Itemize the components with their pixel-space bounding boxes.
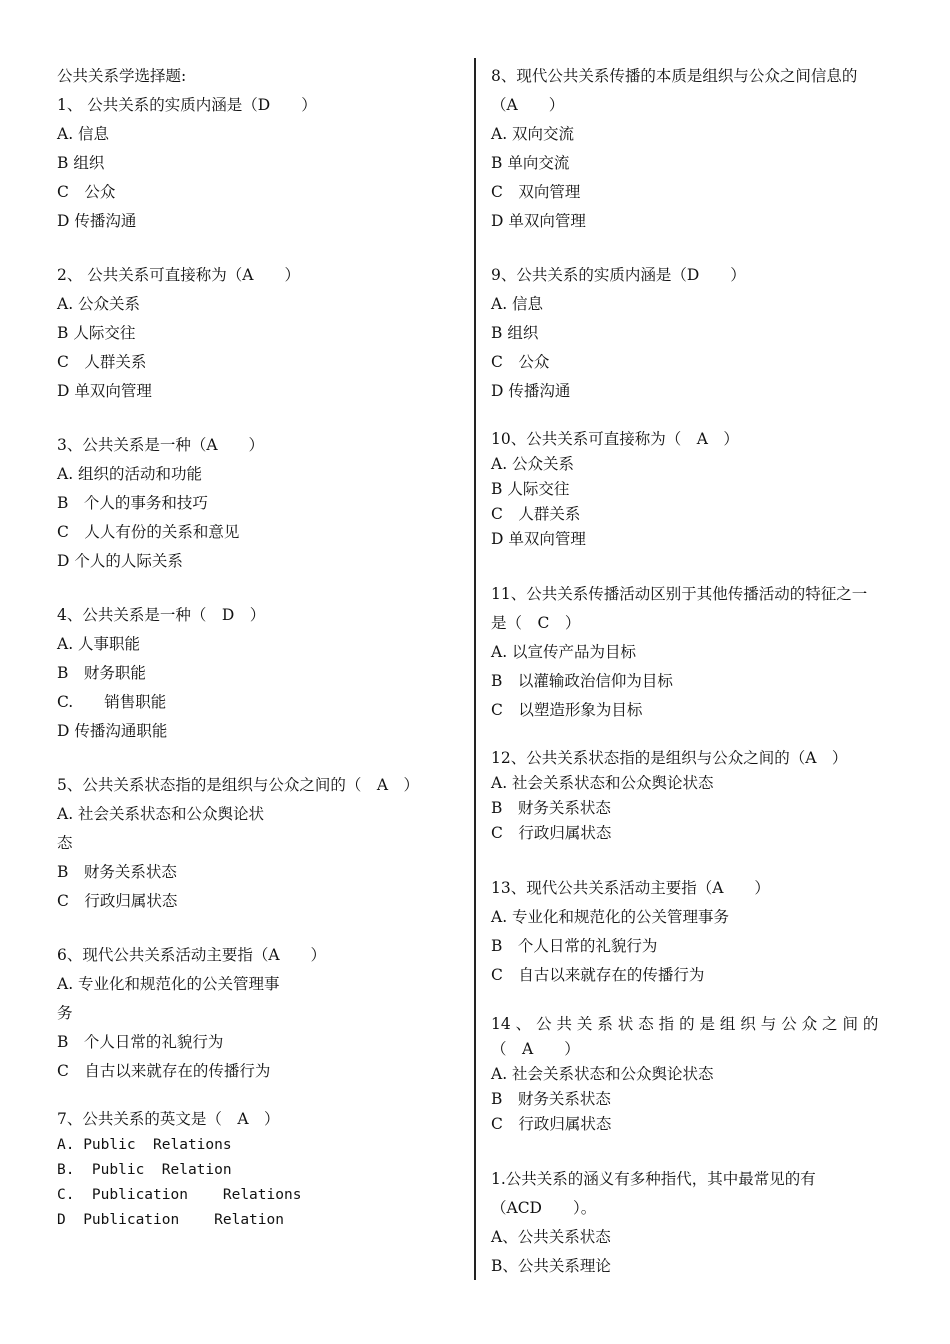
right-text-line: A. 社会关系状态和公众舆论状态 [491, 774, 714, 792]
left-text-line: 务 [57, 1004, 73, 1022]
right-text-line: 11、公共关系传播活动区别于其他传播活动的特征之一 [491, 585, 868, 603]
left-text-line: B 个人日常的礼貌行为 [57, 1033, 224, 1051]
right-text-line: C 行政归属状态 [491, 824, 612, 842]
left-text-line: C 自古以来就存在的传播行为 [57, 1062, 271, 1080]
right-text-line: B 个人日常的礼貌行为 [491, 937, 658, 955]
left-text-line: B 组织 [57, 154, 105, 172]
right-text-line: （ A ） [491, 1040, 580, 1058]
right-text-line: 是（ C ） [491, 614, 581, 632]
left-text-line: 5、公共关系状态指的是组织与公众之间的（ A ） [57, 776, 420, 794]
right-text-line: A. 专业化和规范化的公关管理事务 [491, 908, 730, 926]
left-text-line: D 个人的人际关系 [57, 552, 183, 570]
right-text-line: 14 、 公 共 关 系 状 态 指 的 是 组 织 与 公 众 之 间 的 [491, 1015, 879, 1033]
right-text-line: C 以塑造形象为目标 [491, 701, 643, 719]
right-text-line: 8、现代公共关系传播的本质是组织与公众之间信息的 [491, 67, 858, 85]
right-text-line: 10、公共关系可直接称为（ A ） [491, 430, 739, 448]
right-text-line: A. 以宣传产品为目标 [491, 643, 637, 661]
left-text-line: 7、公共关系的英文是（ A ） [57, 1110, 280, 1128]
right-text-line: B 财务关系状态 [491, 1090, 611, 1108]
left-text-line: 公共关系学选择题: [57, 67, 187, 85]
left-text-line: 2、 公共关系可直接称为（A ） [57, 266, 300, 284]
right-text-line: A. 信息 [491, 295, 544, 313]
right-text-line: A、公共关系状态 [491, 1228, 611, 1246]
left-text-line: C 人群关系 [57, 353, 147, 371]
right-text-line: C 行政归属状态 [491, 1115, 612, 1133]
right-text-line: A. 社会关系状态和公众舆论状态 [491, 1065, 714, 1083]
right-text-line: 12、公共关系状态指的是组织与公众之间的（A ） [491, 749, 848, 767]
left-text-line: A. Public Relations [57, 1137, 232, 1153]
left-text-line: B 个人的事务和技巧 [57, 494, 208, 512]
left-text-line: 3、公共关系是一种（A ） [57, 436, 265, 454]
left-text-line: C. 销售职能 [57, 693, 167, 711]
column-divider [474, 58, 476, 1280]
left-text-line: C. Publication Relations [57, 1187, 302, 1203]
left-text-line: A. 组织的活动和功能 [57, 465, 203, 483]
right-text-line: B 组织 [491, 324, 539, 342]
left-text-line: C 公众 [57, 183, 116, 201]
right-text-line: （ACD ）。 [491, 1199, 597, 1217]
right-text-line: C 自古以来就存在的传播行为 [491, 966, 705, 984]
right-text-line: C 公众 [491, 353, 550, 371]
left-text-line: 态 [57, 834, 73, 852]
left-text-line: A. 人事职能 [57, 635, 141, 653]
right-text-line: C 人群关系 [491, 505, 581, 523]
right-text-line: B 以灌输政治信仰为目标 [491, 672, 673, 690]
left-text-line: D Publication Relation [57, 1212, 284, 1228]
left-text-line: 6、现代公共关系活动主要指（A ） [57, 946, 327, 964]
left-text-line: A. 专业化和规范化的公关管理事 [57, 975, 280, 993]
right-text-line: B 单向交流 [491, 154, 570, 172]
left-text-line: D 传播沟通 [57, 212, 137, 230]
right-text-line: D 单双向管理 [491, 530, 586, 548]
right-text-line: 13、现代公共关系活动主要指（A ） [491, 879, 770, 897]
left-text-line: A. 公众关系 [57, 295, 141, 313]
right-text-line: D 单双向管理 [491, 212, 586, 230]
right-text-line: B 人际交往 [491, 480, 570, 498]
right-text-line: （A ） [491, 96, 565, 114]
right-text-line: C 双向管理 [491, 183, 581, 201]
left-text-line: 1、 公共关系的实质内涵是（D ） [57, 96, 317, 114]
right-text-line: A. 公众关系 [491, 455, 575, 473]
right-text-line: D 传播沟通 [491, 382, 571, 400]
left-text-line: B 人际交往 [57, 324, 136, 342]
left-text-line: C 行政归属状态 [57, 892, 178, 910]
left-text-line: B. Public Relation [57, 1162, 232, 1178]
left-text-line: A. 信息 [57, 125, 110, 143]
left-text-line: C 人人有份的关系和意见 [57, 523, 240, 541]
right-text-line: 1.公共关系的涵义有多种指代，其中最常见的有 [491, 1170, 816, 1188]
left-text-line: B 财务关系状态 [57, 863, 177, 881]
left-text-line: D 单双向管理 [57, 382, 152, 400]
right-text-line: A. 双向交流 [491, 125, 575, 143]
right-text-line: B、公共关系理论 [491, 1257, 611, 1275]
right-text-line: 9、公共关系的实质内涵是（D ） [491, 266, 746, 284]
left-text-line: A. 社会关系状态和公众舆论状 [57, 805, 265, 823]
left-text-line: D 传播沟通职能 [57, 722, 168, 740]
left-text-line: B 财务职能 [57, 664, 146, 682]
right-text-line: B 财务关系状态 [491, 799, 611, 817]
left-text-line: 4、公共关系是一种（ D ） [57, 606, 266, 624]
